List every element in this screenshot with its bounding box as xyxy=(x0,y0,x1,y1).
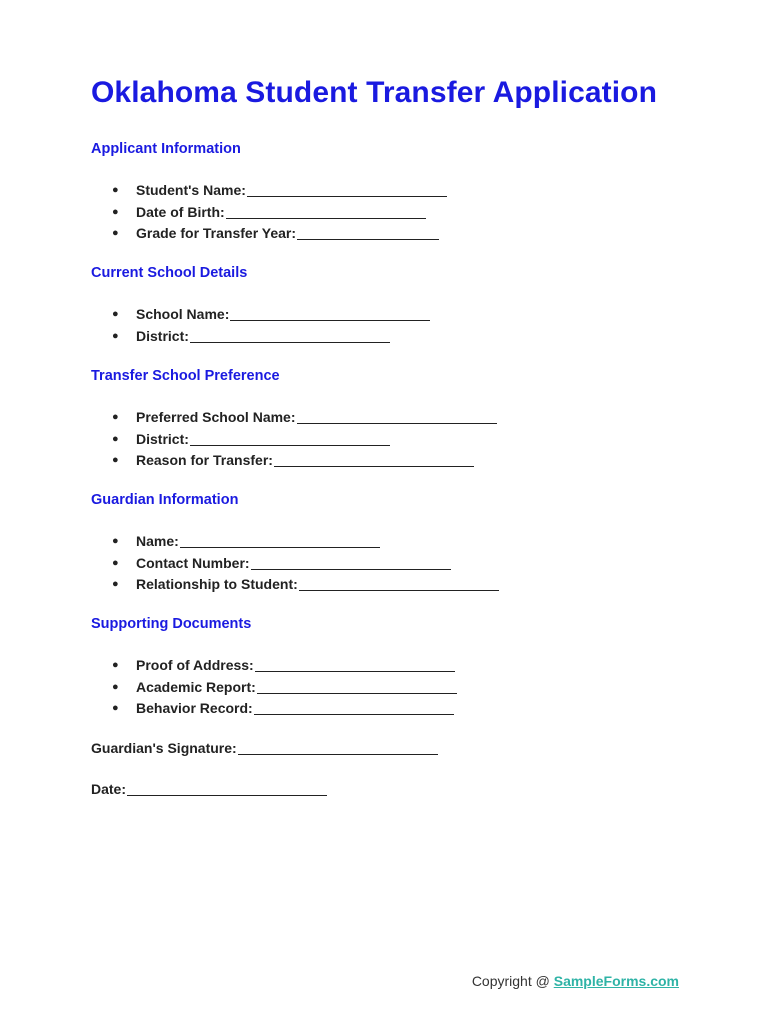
bullet-icon: ● xyxy=(112,432,119,445)
field-label: Reason for Transfer: xyxy=(136,452,273,468)
field-reason-for-transfer[interactable] xyxy=(110,450,497,472)
section-fields-applicant-information xyxy=(110,180,447,245)
field-date-of-birth[interactable] xyxy=(110,202,447,224)
section-heading-transfer-school-preference: Transfer School Preference xyxy=(91,368,280,384)
section-fields-supporting-documents xyxy=(110,655,457,720)
field-label: Student's Name: xyxy=(136,182,246,198)
brand-link[interactable]: SampleForms.com xyxy=(553,973,679,989)
bullet-icon: ● xyxy=(112,454,119,466)
field-proof-of-address[interactable] xyxy=(110,655,457,677)
bullet-icon: ● xyxy=(112,659,119,671)
blank-line[interactable] xyxy=(251,555,451,570)
bullet-icon: ● xyxy=(112,535,119,547)
field-label: District: xyxy=(136,327,189,344)
blank-line[interactable] xyxy=(297,225,439,240)
field-grade-for-transfer-year[interactable] xyxy=(110,223,447,245)
field-label: Name: xyxy=(136,533,179,549)
blank-line[interactable] xyxy=(255,657,455,672)
field-preferred-school-name[interactable] xyxy=(110,407,497,429)
field-label: Academic Report: xyxy=(136,678,256,695)
blank-line[interactable] xyxy=(226,204,426,219)
field-academic-report[interactable] xyxy=(110,677,457,699)
bullet-icon: ● xyxy=(112,578,119,590)
section-heading-guardian-information: Guardian Information xyxy=(91,492,239,508)
field-label: School Name: xyxy=(136,306,230,322)
field-label: Date of Birth: xyxy=(136,203,225,220)
blank-line[interactable] xyxy=(254,700,454,715)
field-label: Date: xyxy=(91,781,127,797)
blank-line[interactable] xyxy=(257,679,457,694)
blank-line[interactable] xyxy=(297,409,497,424)
section-heading-supporting-documents: Supporting Documents xyxy=(91,616,252,632)
field-relationship-to-student[interactable] xyxy=(110,574,499,596)
field-students-name[interactable] xyxy=(110,180,447,202)
bullet-icon: ● xyxy=(112,411,119,423)
bullet-icon: ● xyxy=(112,227,119,239)
field-contact-number[interactable] xyxy=(110,553,499,575)
guardian-signature-field[interactable] xyxy=(91,740,438,756)
field-label: District: xyxy=(136,430,189,447)
blank-line[interactable] xyxy=(190,431,390,446)
field-transfer-district[interactable] xyxy=(110,429,497,451)
bullet-icon: ● xyxy=(112,205,119,218)
blank-line[interactable] xyxy=(127,781,327,796)
blank-line[interactable] xyxy=(247,182,447,197)
bullet-icon: ● xyxy=(112,556,119,569)
field-label: Proof of Address: xyxy=(136,657,254,673)
blank-line[interactable] xyxy=(230,306,430,321)
page-title: Oklahoma Student Transfer Application xyxy=(91,76,658,109)
footer-copyright xyxy=(472,973,679,989)
section-heading-applicant-information: Applicant Information xyxy=(91,141,241,157)
bullet-icon: ● xyxy=(112,702,119,714)
bullet-icon: ● xyxy=(112,184,119,196)
field-label: Behavior Record: xyxy=(136,700,253,716)
field-label: Grade for Transfer Year: xyxy=(136,225,297,241)
date-field[interactable] xyxy=(91,781,327,797)
blank-line[interactable] xyxy=(190,328,390,343)
field-label: Guardian's Signature: xyxy=(91,740,237,756)
section-fields-current-school-details xyxy=(110,304,430,347)
field-guardian-name[interactable] xyxy=(110,531,499,553)
blank-line[interactable] xyxy=(299,576,499,591)
field-label: Preferred School Name: xyxy=(136,409,296,425)
field-label: Relationship to Student: xyxy=(136,576,298,592)
blank-line[interactable] xyxy=(274,452,474,467)
bullet-icon: ● xyxy=(112,680,119,693)
blank-line[interactable] xyxy=(180,533,380,548)
section-fields-guardian-information xyxy=(110,531,499,596)
field-school-name[interactable] xyxy=(110,304,430,326)
section-heading-current-school-details: Current School Details xyxy=(91,265,248,281)
field-label: Contact Number: xyxy=(136,554,250,571)
field-behavior-record[interactable] xyxy=(110,698,457,720)
blank-line[interactable] xyxy=(238,740,438,755)
field-district[interactable] xyxy=(110,326,430,348)
bullet-icon: ● xyxy=(112,329,119,342)
copyright-text: Copyright @ xyxy=(471,973,554,989)
bullet-icon: ● xyxy=(112,308,119,320)
section-fields-transfer-school-preference xyxy=(110,407,497,472)
